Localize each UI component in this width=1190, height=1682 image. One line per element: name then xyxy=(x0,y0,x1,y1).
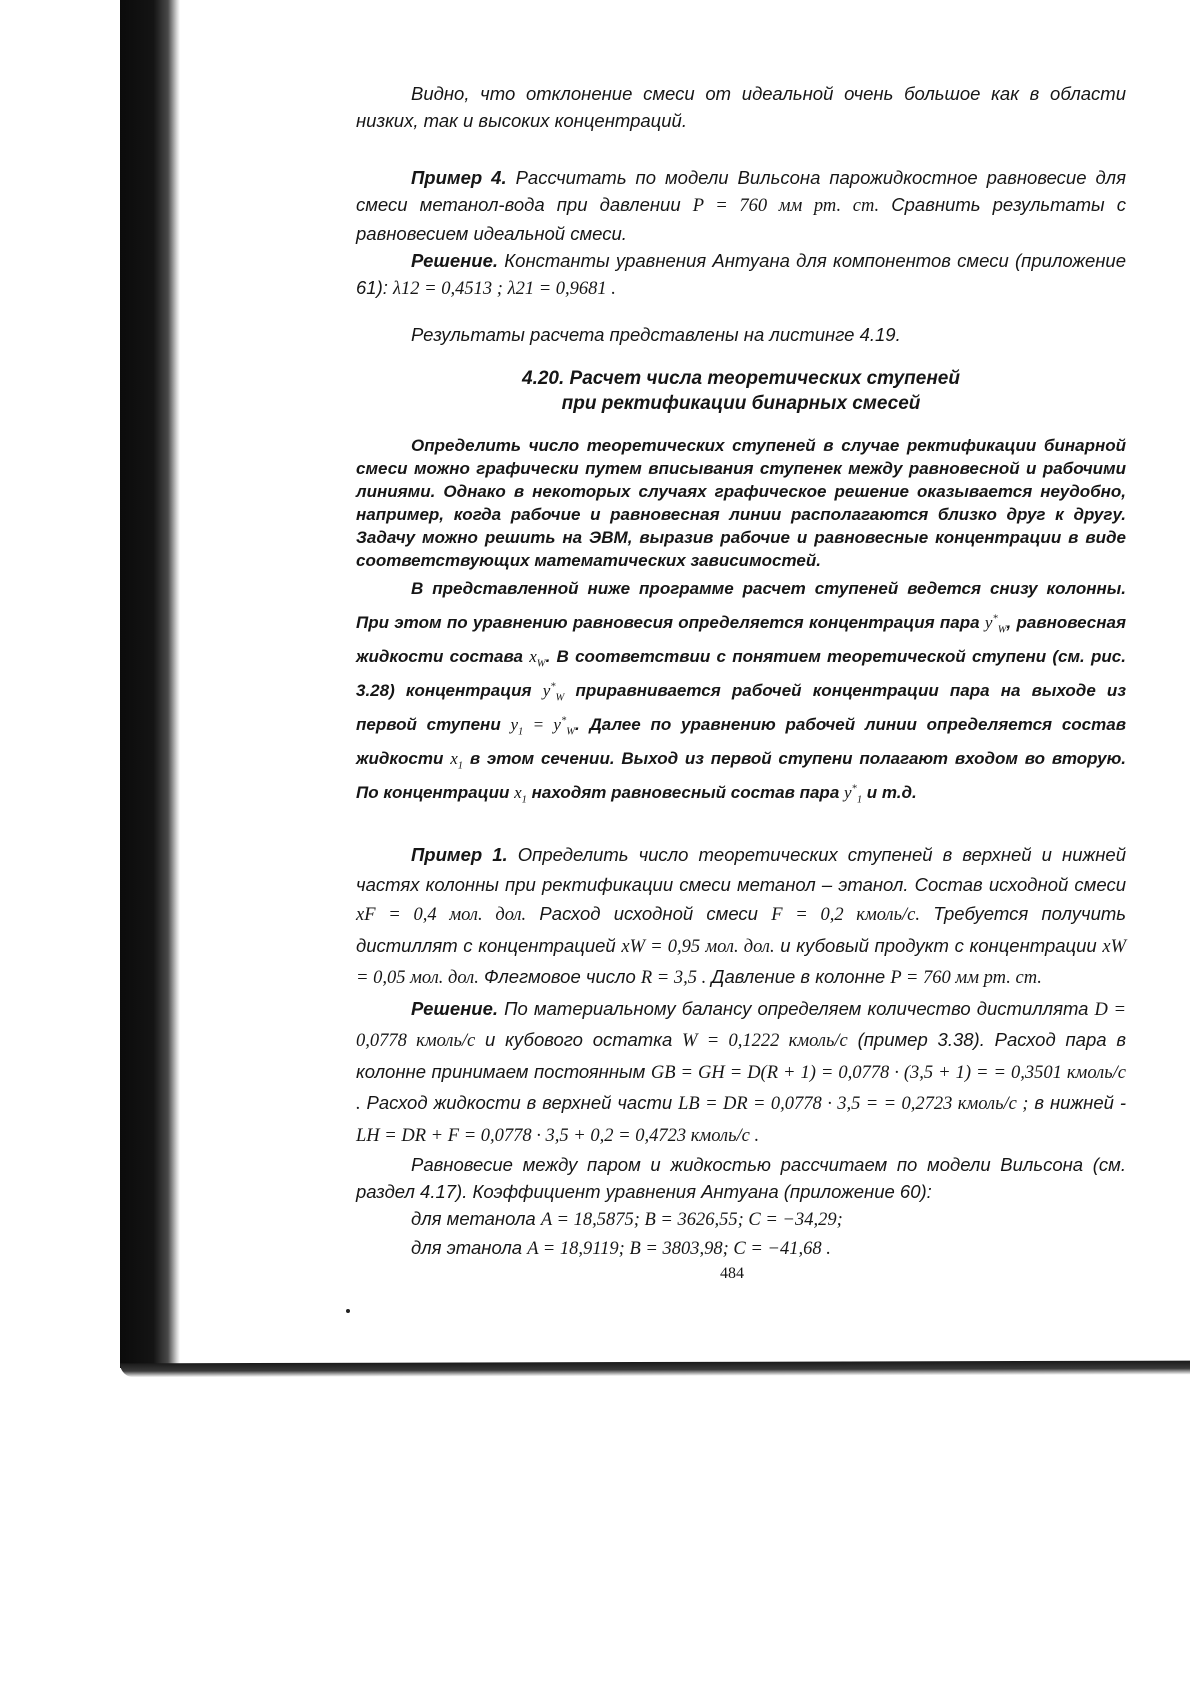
ex1-r: R = 3,5 . xyxy=(640,968,707,988)
ex1-text: Определить число теоретических ступеней в верхней и нижней частях колонны при ректификации смеси метанол – этанол. Состав исходной смеси xyxy=(356,844,1126,895)
section-heading-line-2: при ректификации бинарных смесей xyxy=(561,393,921,414)
sol2-lv: LВ = DR = 0,0778 · 3,5 = = 0,2723 кмоль/с ; xyxy=(678,1094,1029,1114)
intro-paragraph: Видно, что отклонение смеси от идеальной очень большое как в области низких, так и высоких концентраций. xyxy=(356,83,1126,131)
page-number: 484 xyxy=(720,1265,744,1282)
example-4-label: Пример 4. xyxy=(411,167,507,188)
scan-binding-shadow xyxy=(120,0,180,1368)
sol2-ln: LН = DR + F = 0,0778 · 3,5 + 0,2 = 0,4723 кмоль/с . xyxy=(356,1125,760,1146)
example-4-text-b: Сравнить результаты с равновесием идеальной смеси. xyxy=(356,194,1127,244)
p2-text-f: в этом сечении. Выход из первой ступени полагают входом во вторую. По концентрации xyxy=(356,749,1126,802)
page-content xyxy=(356,80,1126,1263)
solution-4-text: Константы уравнения Антуана для компонентов смеси (приложение 61): xyxy=(356,250,1126,298)
results-reference: Результаты расчета представлены на листинге 4.19. xyxy=(411,324,901,345)
example-4-text-a: Рассчитать по модели Вильсона парожидкостное равновесие для смеси метанол-вода при давлении xyxy=(356,167,1126,215)
methanol-line xyxy=(356,1205,1126,1234)
ex1-f: F = 0,2 кмоль/с. xyxy=(771,905,921,925)
p2-text-c: . В соответствии с понятием теоретической ступени (см. рис. 3.28) концентрация xyxy=(356,647,1126,700)
ethanol-label: для этанола xyxy=(411,1237,528,1258)
formula-y1-star: $y^*_1$ xyxy=(844,783,863,806)
sol2-text-d: Расход жидкости в верхней части xyxy=(360,1092,679,1113)
ex1-xd: xW = 0,95 мол. дол. xyxy=(621,936,775,957)
example-4-paragraph xyxy=(356,164,1126,247)
p2-text-e: . Далее по уравнению рабочей линии определяется состав жидкости xyxy=(356,715,1126,768)
solution-1-label: Решение. xyxy=(411,997,499,1019)
scan-speck xyxy=(346,1309,350,1313)
ethanol-line xyxy=(356,1234,1126,1263)
ethanol-values: A = 18,9119; B = 3803,98; C = −41,68 . xyxy=(527,1239,831,1259)
sol2-d: D = 0,0778 кмоль/с xyxy=(356,999,1126,1051)
ex1-text4: и кубовый продукт с концентрации xyxy=(774,934,1103,956)
p2-text-a: В представленной ниже программе расчет ступеней ведется снизу колонны. При этом по уравнению равновесия определяется концентрация пара xyxy=(356,579,1126,632)
sol2-text-c: (пример 3.38). Расход пара в колонне принимаем постоянным xyxy=(356,1029,1126,1082)
methanol-label: для метанола xyxy=(411,1208,541,1229)
sol2-text-b: и кубового остатка xyxy=(475,1029,683,1050)
lambda-values: λ12 = 0,4513 ; λ21 = 0,9681 . xyxy=(393,279,616,299)
formula-x-w: $x_W$ xyxy=(529,647,546,670)
solution-label: Решение. xyxy=(411,250,499,271)
methanol-values: A = 18,5875; B = 3626,55; C = −34,29; xyxy=(540,1210,843,1230)
sol2-text-e: в нижней - xyxy=(1028,1092,1126,1113)
formula-x1: $x_1$ xyxy=(450,749,463,772)
example-1-paragraph xyxy=(356,840,1126,994)
ex1-text6: Давление в колонне xyxy=(706,966,891,987)
example-1-label: Пример 1. xyxy=(411,844,508,865)
example-4-pressure: P = 760 мм рт. ст. xyxy=(692,196,880,216)
solution-4-paragraph xyxy=(356,247,1126,303)
ex1-p: P = 760 мм рт. ст. xyxy=(890,968,1042,988)
solution-1-paragraph xyxy=(356,994,1126,1152)
section-intro-block xyxy=(356,434,1126,810)
formula-y-star-w: $y^*_W$ xyxy=(984,613,1007,636)
ex1-text5: Флегмовое число xyxy=(478,966,641,987)
formula-x1-2: $x_1$ xyxy=(514,783,527,806)
sol2-g: GВ = GН = D(R + 1) = 0,0778 · (3,5 + 1) = = 0,3501 кмоль/с . xyxy=(356,1062,1126,1114)
p2-text-d: приравнивается рабочей концентрации пара на выходе из первой ступени xyxy=(356,681,1126,734)
scan-bottom-edge-shadow xyxy=(120,1361,1190,1378)
section-intro-paragraph-2 xyxy=(356,572,1126,810)
p2-text-g: находят равновесный состав пара xyxy=(526,783,844,802)
section-heading-line-1: 4.20. Расчет числа теоретических ступеней xyxy=(522,368,960,389)
sol2-text-a: По материальному балансу определяем количество дистиллята xyxy=(498,997,1095,1019)
sol2-w: W = 0,1222 кмоль/с xyxy=(682,1031,848,1051)
equilibrium-paragraph: Равновесие между паром и жидкостью рассчитаем по модели Вильсона (см. раздел 4.17). Коэффициент уравнения Антуана (приложение 60): xyxy=(356,1154,1126,1202)
formula-y1-eq: $y_1 = y^*_W$ xyxy=(510,715,575,738)
ex1-text2: Расход исходной смеси xyxy=(526,903,772,924)
section-heading xyxy=(356,366,1126,416)
p2-text-b: , равновесная жидкости состава xyxy=(356,613,1126,666)
ex1-xw: xW = 0,05 мол. дол. xyxy=(356,936,1127,988)
section-intro-paragraph-1: Определить число теоретических ступеней в случае ректификации бинарной смеси можно графически путем вписывания ступенек между равновесной и рабочими линиями. Однако в некоторых случаях графическое решение оказывается неудобно, например, когда рабочие и равновесная линии располагаются близко друг к другу. Задачу можно решить на ЭВМ, выразив рабочие и равновесные концентрации в виде соответствующих математических зависимостей. xyxy=(356,436,1126,570)
p2-text-h: и т.д. xyxy=(862,783,917,802)
ex1-xf: xF = 0,4 мол. дол. xyxy=(356,905,527,925)
formula-y-star-w-2: $y^*_W$ xyxy=(542,681,565,704)
ex1-text3: Требуется получить дистиллят с концентрацией xyxy=(356,903,1126,956)
